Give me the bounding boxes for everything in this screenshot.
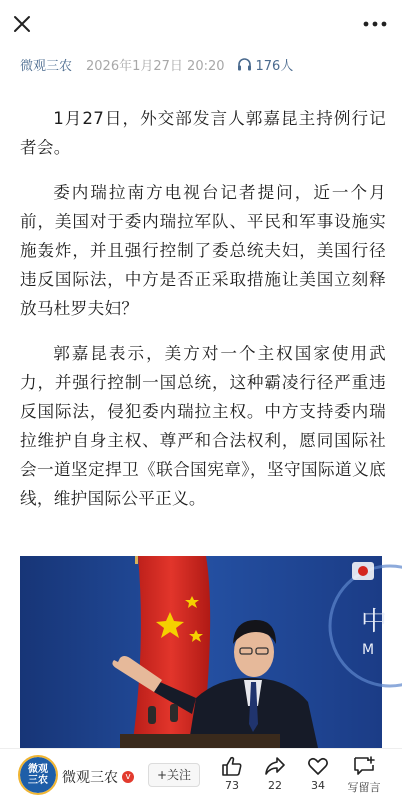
share-button[interactable]	[257, 755, 293, 797]
like-count: 73	[225, 779, 239, 792]
headphones-icon	[237, 57, 252, 71]
favorite-count: 34	[311, 779, 325, 792]
article-paragraph: 1月27日，外交部发言人郭嘉昆主持例行记者会。	[20, 109, 386, 157]
author-name-label: 微观三农	[62, 770, 118, 786]
author-avatar[interactable]	[20, 757, 56, 793]
top-bar	[0, 0, 402, 48]
article-meta	[20, 54, 388, 74]
comment-add-icon	[352, 755, 376, 777]
bottom-action-bar	[0, 748, 402, 800]
heart-icon	[306, 755, 330, 777]
verified-badge-icon: v	[122, 771, 134, 783]
listener-count: 176人	[255, 58, 294, 74]
press-conference-image	[20, 556, 388, 748]
article-paragraph: 郭嘉昆表示，美方对一个主权国家使用武力，并强行控制一国总统，这种霸凌行径严重违反国际法，侵犯委内瑞拉主权。中方支持委内瑞拉维护自身主权、尊严和合法权利，愿同国际社会一道坚定捍卫《联合国宪章》，坚守国际道义底线，维护国际公平正义。	[20, 344, 386, 508]
share-count: 22	[268, 779, 282, 792]
more-options-button[interactable]	[362, 14, 388, 34]
thumbs-up-icon	[220, 755, 244, 777]
close-icon	[10, 12, 34, 36]
avatar-text: 微观三农	[28, 764, 48, 786]
article-photo[interactable]	[20, 556, 388, 748]
article-body	[20, 104, 386, 529]
backdrop-letter: M	[362, 642, 375, 658]
comment-label: 写留言	[347, 781, 381, 794]
write-comment-button[interactable]	[342, 755, 386, 797]
follow-button[interactable]: +关注	[148, 763, 200, 787]
listen-audio-button[interactable]	[237, 55, 294, 74]
publish-date: 2026年1月27日 20:20	[86, 58, 225, 74]
avatar-ring	[18, 755, 58, 795]
more-dots-icon	[362, 14, 388, 34]
close-button[interactable]	[10, 12, 34, 36]
like-button[interactable]	[214, 755, 250, 797]
source-link[interactable]: 微观三农	[20, 58, 73, 74]
favorite-button[interactable]	[300, 755, 336, 797]
share-arrow-icon	[263, 755, 287, 777]
article-paragraph: 委内瑞拉南方电视台记者提问，近一个月前，美国对于委内瑞拉军队、平民和军事设施实施轰炸，并且强行控制了委总统夫妇，美国行径违反国际法，中方是否正采取措施让美国立刻释放马杜罗夫妇？	[20, 183, 386, 318]
author-name[interactable]	[62, 767, 134, 787]
backdrop-character: 中	[361, 607, 388, 637]
